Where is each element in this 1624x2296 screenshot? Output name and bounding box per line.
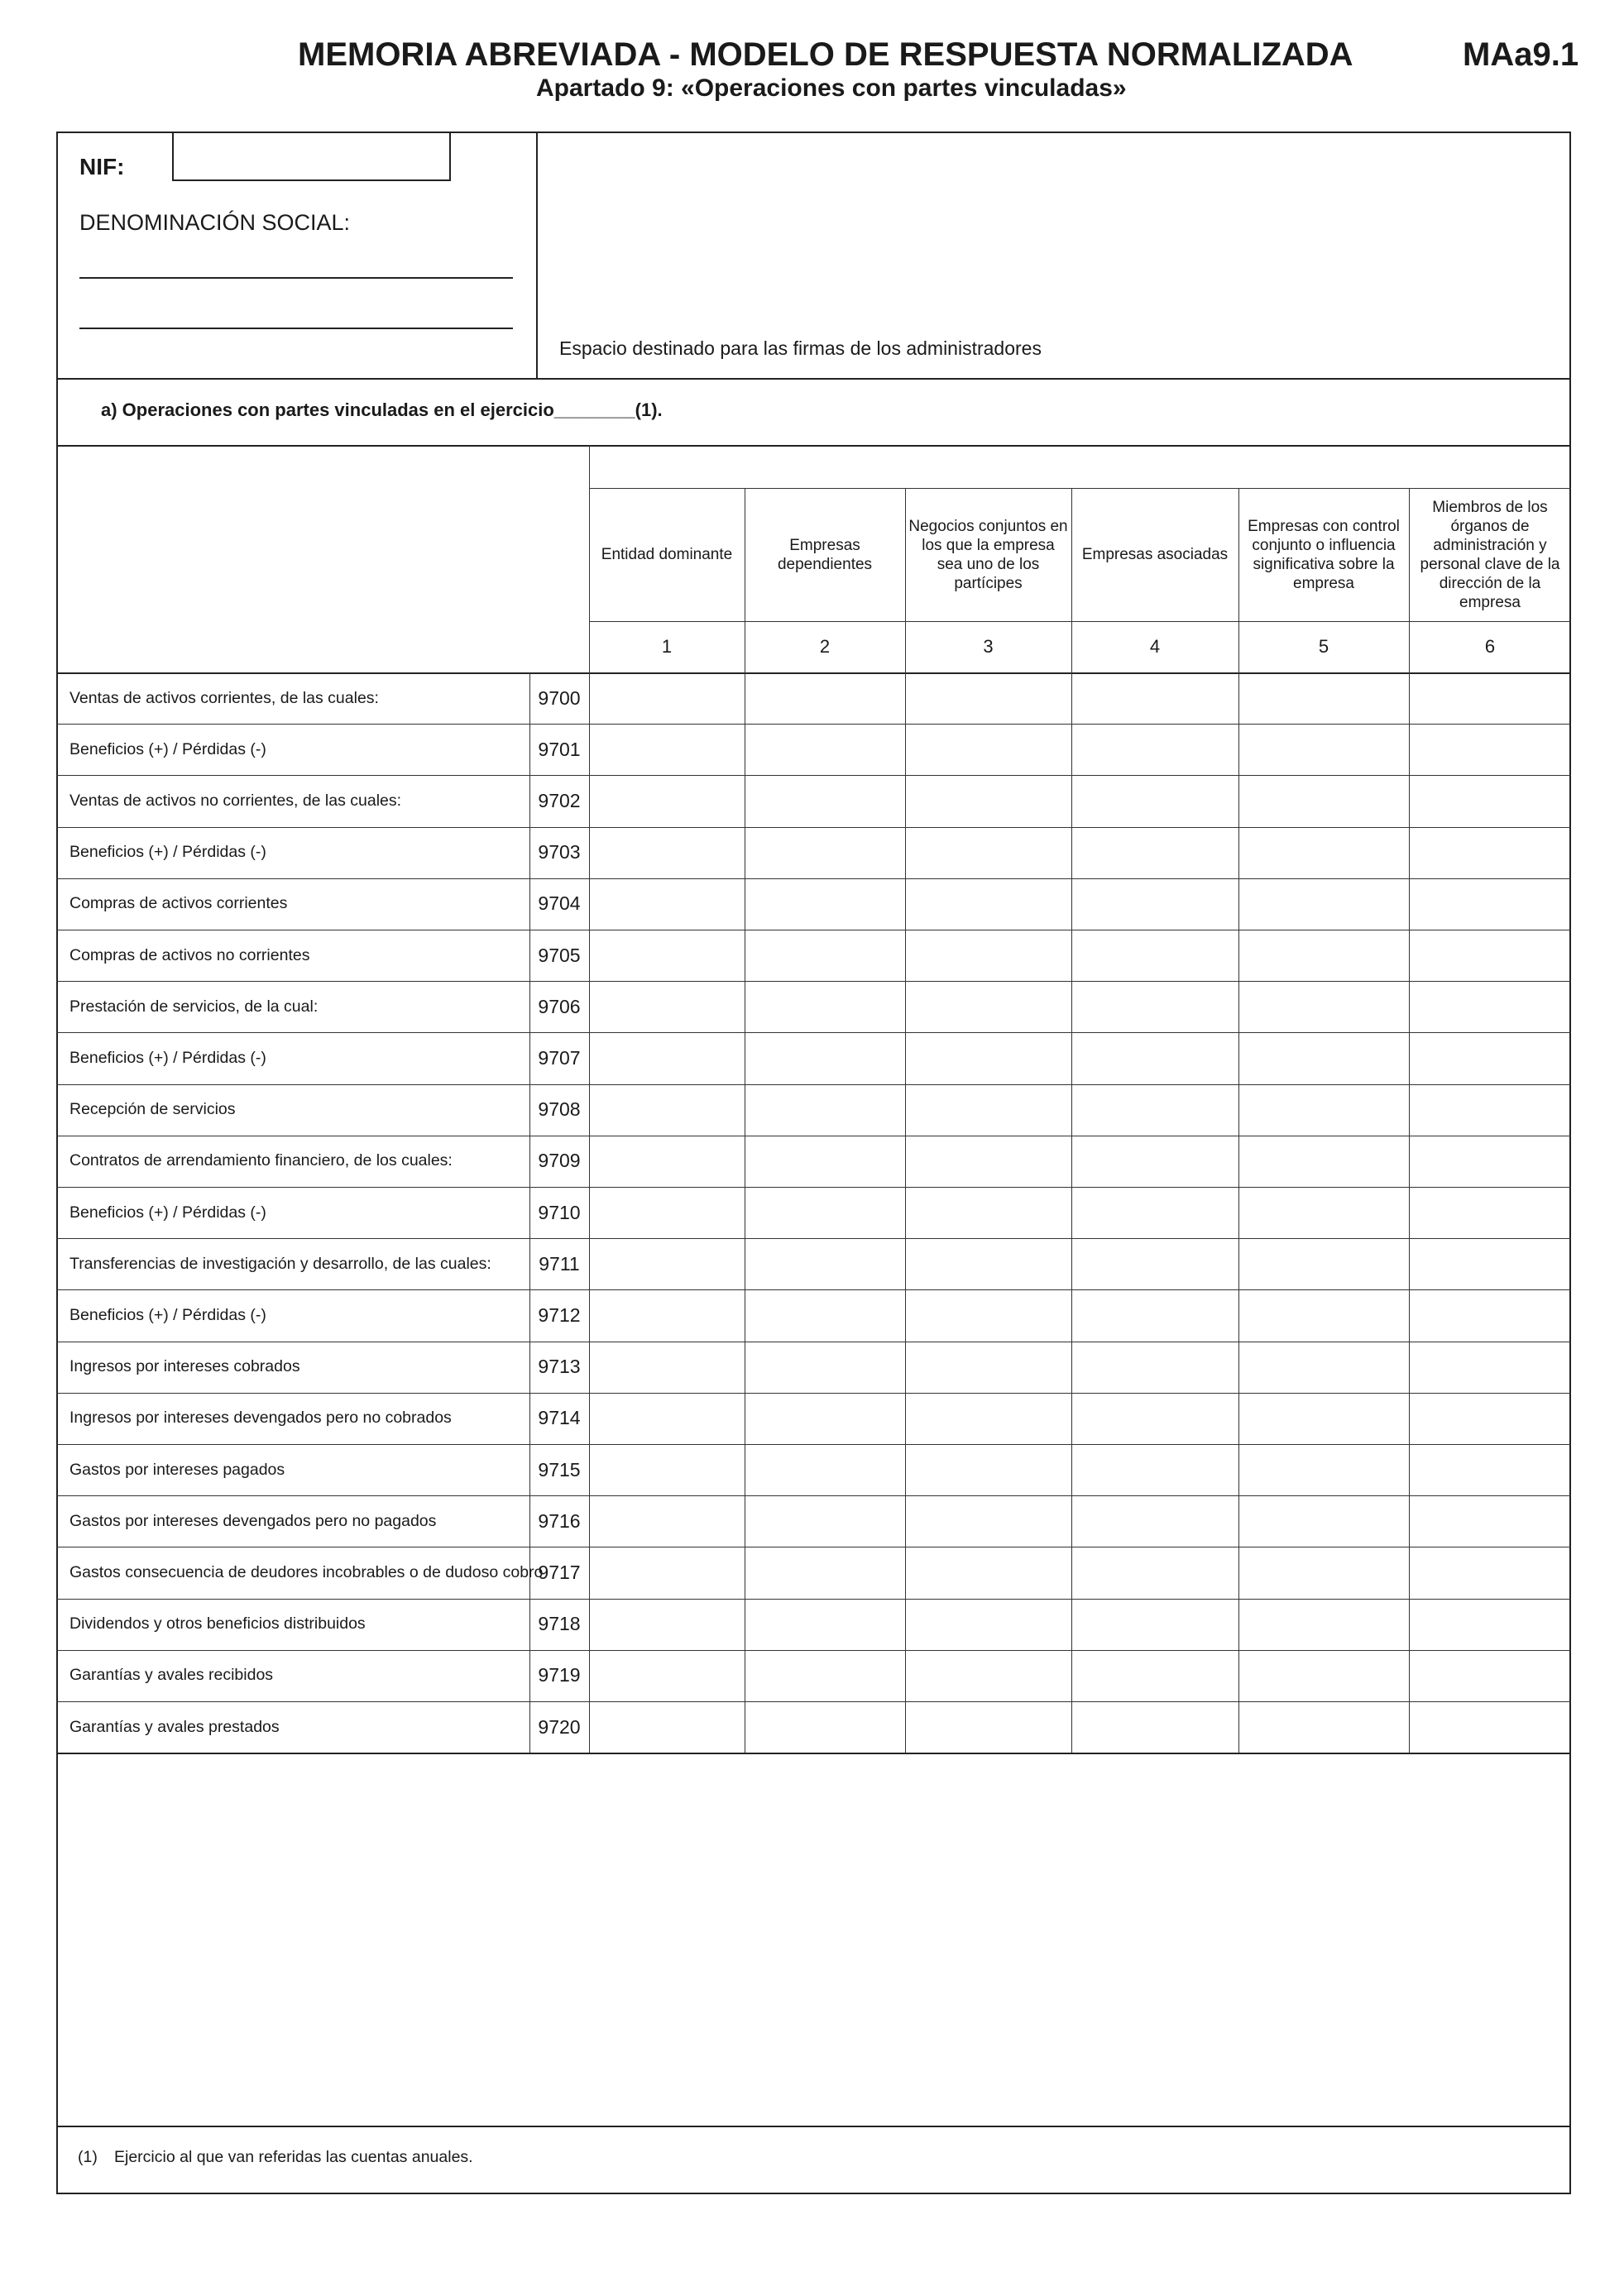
row-code: 9720 <box>538 1715 581 1738</box>
value-cell[interactable] <box>1411 1343 1569 1391</box>
row-code: 9703 <box>538 841 581 863</box>
footnote-number: (1) <box>78 2148 98 2166</box>
row-rule <box>56 1289 1571 1290</box>
value-cell[interactable] <box>1240 777 1407 825</box>
value-cell[interactable] <box>1240 1343 1407 1391</box>
value-cell[interactable] <box>907 1652 1070 1700</box>
row-rule <box>56 1084 1571 1085</box>
column-divider <box>1238 488 1239 1753</box>
row-label: Beneficios (+) / Pérdidas (-) <box>69 739 266 758</box>
column-number: 4 <box>1149 636 1161 657</box>
row-label: Gastos por intereses devengados pero no pagados <box>69 1511 437 1530</box>
row-label: Transferencias de investigación y desarrollo, de las cuales: <box>69 1254 491 1273</box>
row-rule <box>56 827 1571 828</box>
value-cell[interactable] <box>746 1034 903 1082</box>
value-cell[interactable] <box>1411 829 1569 877</box>
row-code: 9717 <box>538 1561 581 1583</box>
value-cell[interactable] <box>1073 880 1237 928</box>
row-label: Prestación de servicios, de la cual: <box>69 997 319 1016</box>
value-cell[interactable] <box>746 1291 903 1339</box>
row-label: Beneficios (+) / Pérdidas (-) <box>69 843 266 862</box>
row-label: Dividendos y otros beneficios distribuidos <box>69 1614 366 1634</box>
value-cell[interactable] <box>591 1600 743 1648</box>
value-cell[interactable] <box>1411 880 1569 928</box>
nif-input-box[interactable] <box>172 132 451 181</box>
value-cell[interactable] <box>1240 1446 1407 1494</box>
value-cell[interactable] <box>907 1343 1070 1391</box>
value-cell[interactable] <box>591 983 743 1031</box>
value-cell[interactable] <box>907 1137 1070 1185</box>
row-code: 9712 <box>538 1303 581 1326</box>
value-cell[interactable] <box>1240 1394 1407 1442</box>
column-header: Empresas dependientes <box>777 536 873 573</box>
value-cell[interactable] <box>591 1137 743 1185</box>
value-cell[interactable] <box>1240 1291 1407 1339</box>
row-code: 9718 <box>538 1613 581 1635</box>
column-divider <box>905 488 906 1753</box>
value-cell[interactable] <box>591 1240 743 1288</box>
row-label: Beneficios (+) / Pérdidas (-) <box>69 1305 266 1324</box>
value-cell[interactable] <box>591 1548 743 1596</box>
value-cell[interactable] <box>1073 1703 1237 1751</box>
value-cell[interactable] <box>591 777 743 825</box>
row-label: Gastos por intereses pagados <box>69 1460 285 1479</box>
value-cell[interactable] <box>1411 983 1569 1031</box>
value-cell[interactable] <box>907 983 1070 1031</box>
value-cell[interactable] <box>591 1291 743 1339</box>
row-code: 9706 <box>538 995 581 1017</box>
value-cell[interactable] <box>1073 1137 1237 1185</box>
value-cell[interactable] <box>907 1497 1070 1545</box>
value-cell[interactable] <box>1073 983 1237 1031</box>
value-cell[interactable] <box>1411 1240 1569 1288</box>
value-cell[interactable] <box>907 1291 1070 1339</box>
column-header: Empresas asociadas <box>1081 546 1229 563</box>
value-cell[interactable] <box>746 1548 903 1596</box>
form-code: MAa9.1 <box>1463 36 1579 73</box>
row-code: 9704 <box>538 892 581 915</box>
value-cell[interactable] <box>591 725 743 773</box>
value-cell[interactable] <box>1240 1189 1407 1236</box>
value-cell[interactable] <box>907 880 1070 928</box>
value-cell[interactable] <box>907 1548 1070 1596</box>
row-rule <box>56 1187 1571 1188</box>
value-cell[interactable] <box>746 1497 903 1545</box>
value-cell[interactable] <box>907 777 1070 825</box>
column-divider <box>1071 488 1072 1753</box>
row-rule <box>56 724 1571 725</box>
row-label: Ventas de activos corrientes, de las cuales: <box>69 688 379 707</box>
value-cell[interactable] <box>1411 1291 1569 1339</box>
row-label: Garantías y avales recibidos <box>69 1666 274 1685</box>
row-code: 9701 <box>538 738 581 760</box>
value-cell[interactable] <box>1411 1446 1569 1494</box>
value-cell[interactable] <box>1073 1034 1237 1082</box>
value-cell[interactable] <box>1073 1291 1237 1339</box>
denomination-label: DENOMINACIÓN SOCIAL: <box>79 210 351 235</box>
column-header: Miembros de los órganos de administración y personal clave de la dirección de la empresa <box>1420 498 1560 611</box>
row-label: Beneficios (+) / Pérdidas (-) <box>69 1048 266 1067</box>
row-code: 9707 <box>538 1046 581 1069</box>
row-label: Gastos consecuencia de deudores incobrables o de dudoso cobro <box>69 1562 544 1581</box>
footnote-rule <box>56 2126 1571 2127</box>
value-cell[interactable] <box>1411 1034 1569 1082</box>
row-code: 9710 <box>538 1201 581 1223</box>
row-label: Compras de activos corrientes <box>69 894 288 913</box>
value-cell[interactable] <box>1073 1343 1237 1391</box>
value-cell[interactable] <box>746 1137 903 1185</box>
value-cell[interactable] <box>907 931 1070 979</box>
value-cell[interactable] <box>591 1034 743 1082</box>
value-cell[interactable] <box>1411 1652 1569 1700</box>
nif-label: NIF: <box>79 154 125 179</box>
value-cell[interactable] <box>746 1343 903 1391</box>
value-cell[interactable] <box>907 674 1070 722</box>
column-divider <box>1409 488 1410 1753</box>
value-cell[interactable] <box>746 1394 903 1442</box>
value-cell[interactable] <box>1240 1240 1407 1288</box>
row-code: 9700 <box>538 686 581 709</box>
value-cell[interactable] <box>1073 725 1237 773</box>
row-code: 9719 <box>538 1664 581 1686</box>
value-cell[interactable] <box>746 1703 903 1751</box>
value-cell[interactable] <box>591 1189 743 1236</box>
value-cell[interactable] <box>1073 829 1237 877</box>
value-cell[interactable] <box>591 1652 743 1700</box>
value-cell[interactable] <box>591 1394 743 1442</box>
id-divider <box>536 132 538 378</box>
value-cell[interactable] <box>591 674 743 722</box>
value-cell[interactable] <box>746 1600 903 1648</box>
column-number: 5 <box>1318 636 1329 657</box>
value-cell[interactable] <box>1411 1703 1569 1751</box>
value-cell[interactable] <box>1240 880 1407 928</box>
value-cell[interactable] <box>1073 1189 1237 1236</box>
value-cell[interactable] <box>591 1703 743 1751</box>
value-cell[interactable] <box>907 1394 1070 1442</box>
value-cell[interactable] <box>1240 1600 1407 1648</box>
value-cell[interactable] <box>1073 1497 1237 1545</box>
row-label: Recepción de servicios <box>69 1100 236 1119</box>
column-number: 1 <box>661 636 673 657</box>
row-code: 9716 <box>538 1509 581 1532</box>
value-cell[interactable] <box>1411 931 1569 979</box>
table-bottom-rule <box>56 1753 1571 1754</box>
value-cell[interactable] <box>746 1086 903 1134</box>
value-cell[interactable] <box>591 931 743 979</box>
value-cell[interactable] <box>1411 1394 1569 1442</box>
value-cell[interactable] <box>1073 1394 1237 1442</box>
value-cell[interactable] <box>1073 1086 1237 1134</box>
row-code: 9705 <box>538 944 581 966</box>
column-number: 6 <box>1484 636 1496 657</box>
denomination-line-1[interactable] <box>79 277 513 279</box>
value-cell[interactable] <box>1240 1548 1407 1596</box>
value-cell[interactable] <box>746 1446 903 1494</box>
footnote <box>78 2148 473 2167</box>
value-cell[interactable] <box>907 1034 1070 1082</box>
value-cell[interactable] <box>1073 1600 1237 1648</box>
value-cell[interactable] <box>1240 829 1407 877</box>
value-cell[interactable] <box>1240 983 1407 1031</box>
value-cell[interactable] <box>1411 1548 1569 1596</box>
value-cell[interactable] <box>746 1652 903 1700</box>
value-cell[interactable] <box>1240 1086 1407 1134</box>
column-header: Entidad dominante <box>601 546 733 563</box>
signature-space-label: Espacio destinado para las firmas de los administradores <box>559 337 1042 359</box>
value-cell[interactable] <box>746 674 903 722</box>
value-cell[interactable] <box>746 777 903 825</box>
value-cell[interactable] <box>746 983 903 1031</box>
row-label: Ventas de activos no corrientes, de las cuales: <box>69 791 402 810</box>
value-cell[interactable] <box>1240 1034 1407 1082</box>
value-cell[interactable] <box>591 829 743 877</box>
value-cell[interactable] <box>1411 1189 1569 1236</box>
value-cell[interactable] <box>907 1446 1070 1494</box>
value-cell[interactable] <box>746 725 903 773</box>
value-cell[interactable] <box>1240 674 1407 722</box>
value-cell[interactable] <box>1411 777 1569 825</box>
row-label: Compras de activos no corrientes <box>69 945 310 964</box>
row-code: 9714 <box>538 1407 581 1429</box>
value-cell[interactable] <box>907 1086 1070 1134</box>
value-cell[interactable] <box>1411 1600 1569 1648</box>
value-cell[interactable] <box>591 1497 743 1545</box>
id-bottom-rule <box>56 378 1571 380</box>
value-cell[interactable] <box>1073 1652 1237 1700</box>
value-cell[interactable] <box>1073 777 1237 825</box>
value-cell[interactable] <box>1073 1240 1237 1288</box>
row-code: 9713 <box>538 1356 581 1378</box>
value-cell[interactable] <box>591 1446 743 1494</box>
form-title: MEMORIA ABREVIADA - MODELO DE RESPUESTA NORMALIZADA <box>298 36 1353 73</box>
value-cell[interactable] <box>746 931 903 979</box>
value-cell[interactable] <box>907 1189 1070 1236</box>
value-cell[interactable] <box>1240 1703 1407 1751</box>
row-label: Contratos de arrendamiento financiero, de los cuales: <box>69 1151 453 1170</box>
row-rule <box>56 1032 1571 1033</box>
row-rule <box>56 1650 1571 1651</box>
column-number: 3 <box>983 636 994 657</box>
value-cell[interactable] <box>907 1240 1070 1288</box>
value-cell[interactable] <box>907 1703 1070 1751</box>
value-cell[interactable] <box>1073 1446 1237 1494</box>
value-cell[interactable] <box>746 1240 903 1288</box>
row-code: 9702 <box>538 789 581 811</box>
value-cell[interactable] <box>1073 931 1237 979</box>
column-header: Empresas con control conjunto o influencia significativa sobre la empresa <box>1248 517 1400 592</box>
section-a-rule <box>56 445 1571 447</box>
section-a-title: a) Operaciones con partes vinculadas en el ejercicio________(1). <box>101 399 663 420</box>
row-code: 9715 <box>538 1458 581 1480</box>
value-cell[interactable] <box>1240 1497 1407 1545</box>
row-label: Beneficios (+) / Pérdidas (-) <box>69 1203 266 1222</box>
value-cell[interactable] <box>1411 1497 1569 1545</box>
value-cell[interactable] <box>591 1086 743 1134</box>
denomination-line-2[interactable] <box>79 328 513 329</box>
value-cell[interactable] <box>1240 725 1407 773</box>
column-header: Negocios conjuntos en los que la empresa sea uno de los partícipes <box>908 517 1068 592</box>
form-subtitle: Apartado 9: «Operaciones con partes vinculadas» <box>536 74 1127 102</box>
value-cell[interactable] <box>746 829 903 877</box>
value-cell[interactable] <box>907 725 1070 773</box>
value-cell[interactable] <box>1240 931 1407 979</box>
column-number: 2 <box>819 636 831 657</box>
value-cell[interactable] <box>1073 1548 1237 1596</box>
value-cell[interactable] <box>907 829 1070 877</box>
value-cell[interactable] <box>1240 1652 1407 1700</box>
row-rule <box>56 1701 1571 1702</box>
value-cell[interactable] <box>1411 725 1569 773</box>
value-cell[interactable] <box>591 880 743 928</box>
value-cell[interactable] <box>1073 674 1237 722</box>
row-code: 9709 <box>538 1150 581 1172</box>
value-cell[interactable] <box>746 1189 903 1236</box>
row-label: Garantías y avales prestados <box>69 1717 280 1736</box>
value-cell[interactable] <box>591 1343 743 1391</box>
row-label: Ingresos por intereses cobrados <box>69 1357 300 1376</box>
value-cell[interactable] <box>1411 1086 1569 1134</box>
footnote-text: Ejercicio al que van referidas las cuentas anuales. <box>114 2148 473 2166</box>
row-code: 9708 <box>538 1098 581 1121</box>
row-label: Ingresos por intereses devengados pero no cobrados <box>69 1409 452 1428</box>
value-cell[interactable] <box>1240 1137 1407 1185</box>
value-cell[interactable] <box>1411 674 1569 722</box>
value-cell[interactable] <box>1411 1137 1569 1185</box>
value-cell[interactable] <box>907 1600 1070 1648</box>
value-cell[interactable] <box>746 880 903 928</box>
row-code: 9711 <box>539 1252 580 1275</box>
